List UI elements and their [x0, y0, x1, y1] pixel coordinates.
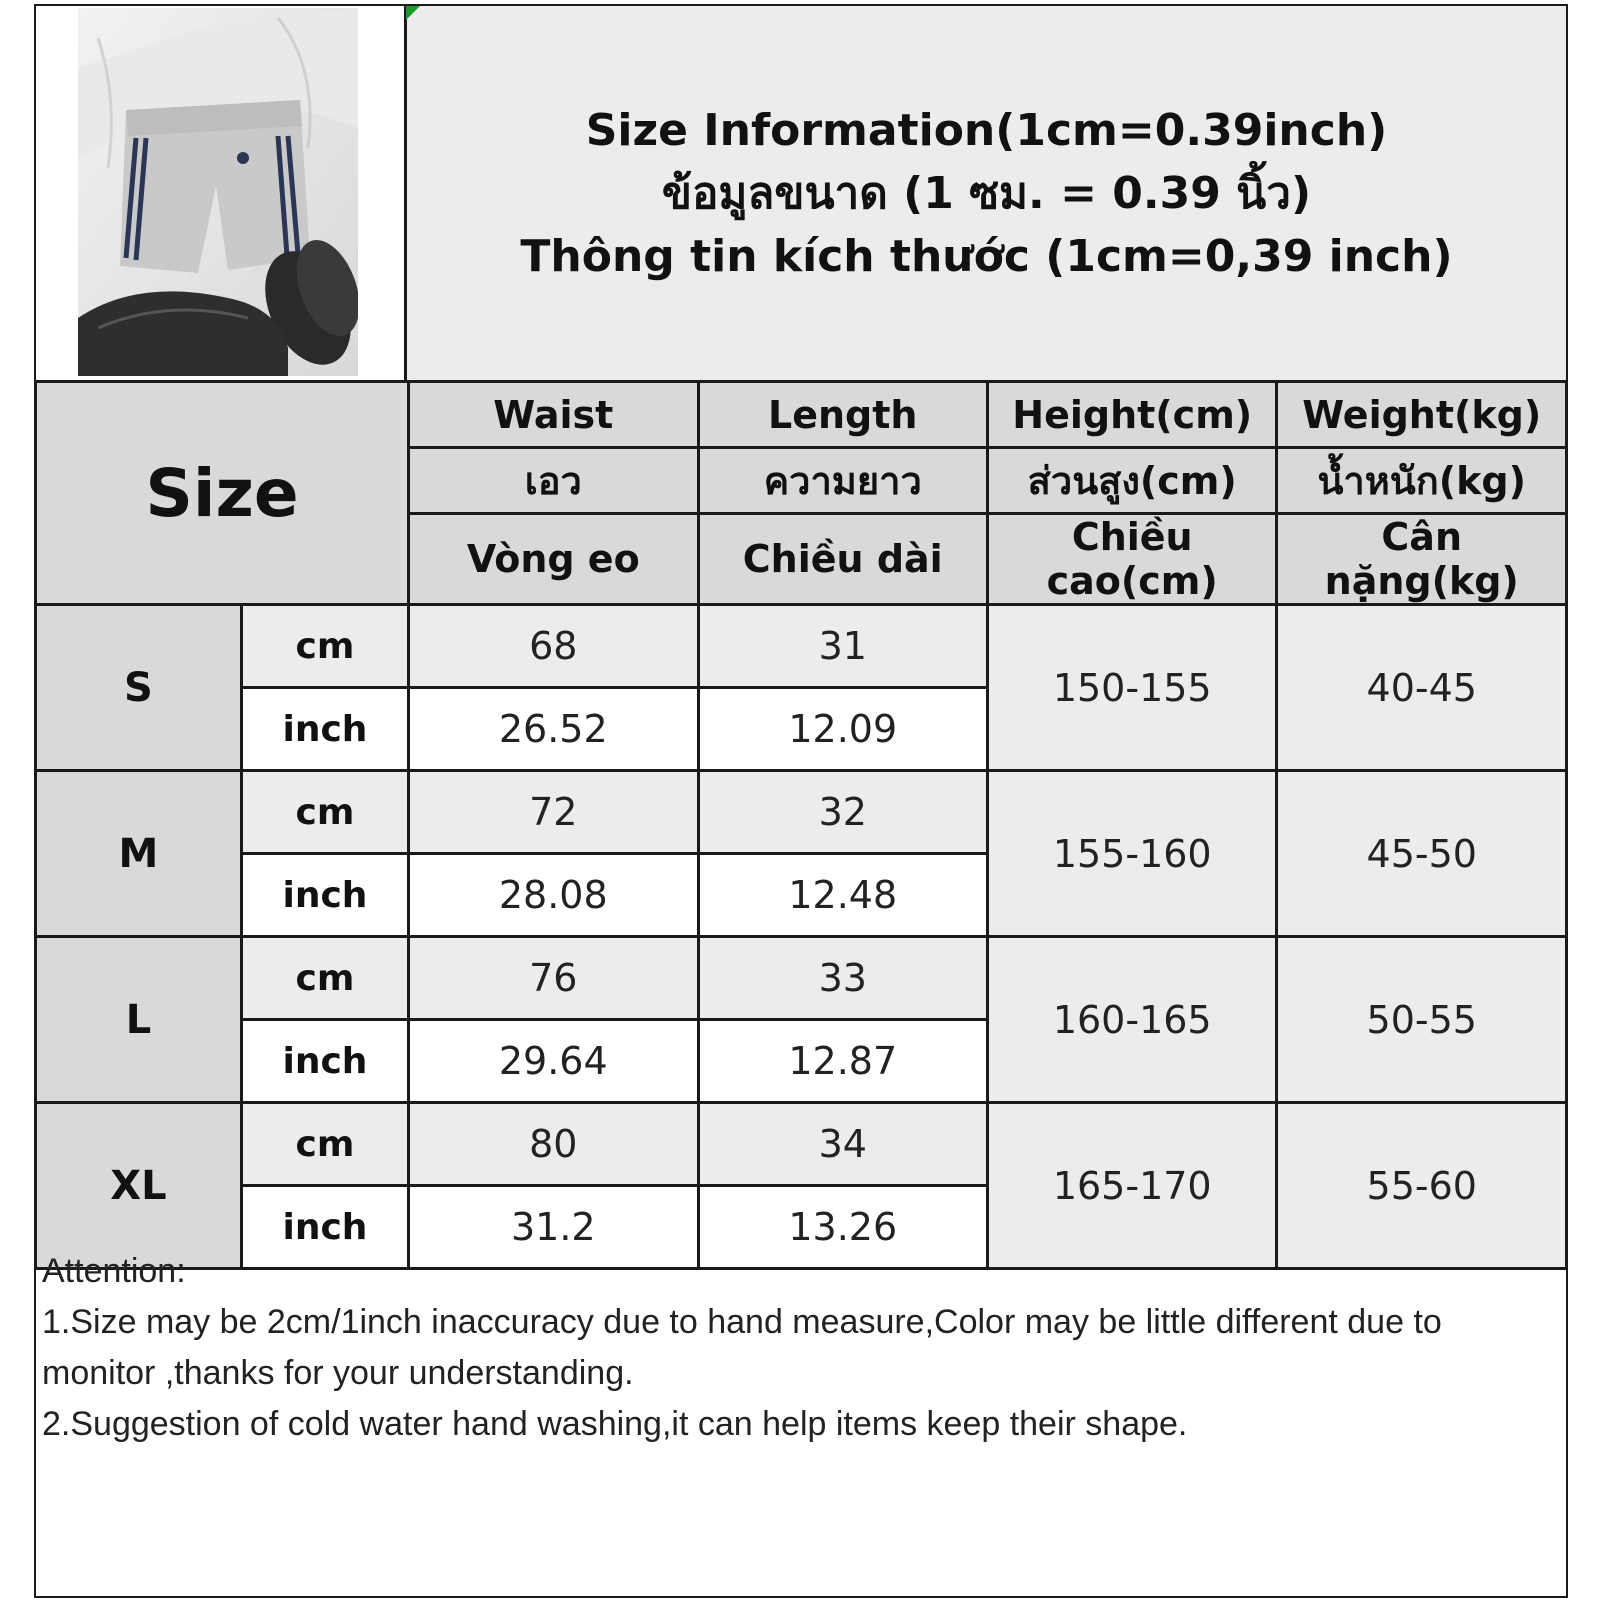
- column-header-weight-thai: น้ำหนัก(kg): [1277, 448, 1567, 514]
- height-range: 155-160: [987, 771, 1276, 937]
- header-row: [36, 6, 1566, 383]
- product-photo: [78, 8, 358, 376]
- header-row-english: [36, 382, 1567, 448]
- unit-cm: cm: [241, 605, 408, 688]
- height-range: 160-165: [987, 937, 1276, 1103]
- size-label-s: S: [36, 605, 242, 771]
- size-chart: [34, 4, 1568, 1598]
- height-range: 165-170: [987, 1103, 1276, 1269]
- column-header-length-thai: ความยาว: [698, 448, 987, 514]
- product-photo-cell: [36, 6, 407, 380]
- waist-cm: 76: [409, 937, 698, 1020]
- column-header-length: Length: [698, 382, 987, 448]
- column-header-waist-thai: เอว: [409, 448, 698, 514]
- unit-cm: cm: [241, 1103, 408, 1186]
- cell-marker-icon: [406, 6, 420, 20]
- title-english: Size Information(1cm=0.39inch): [585, 104, 1388, 156]
- unit-inch: inch: [241, 688, 408, 771]
- column-header-height-vi: Chiều cao(cm): [987, 514, 1276, 605]
- unit-cm: cm: [241, 771, 408, 854]
- length-cm: 33: [698, 937, 987, 1020]
- size-label-l: L: [36, 937, 242, 1103]
- attention-note-1: 1.Size may be 2cm/1inch inaccuracy due to hand measure,Color may be little different due to monitor ,thanks for your understanding.: [42, 1303, 1442, 1392]
- waist-cm: 68: [409, 605, 698, 688]
- waist-inch: 26.52: [409, 688, 698, 771]
- column-header-weight: Weight(kg): [1277, 382, 1567, 448]
- waist-cm: 80: [409, 1103, 698, 1186]
- weight-range: 55-60: [1277, 1103, 1567, 1269]
- length-inch: 13.26: [698, 1186, 987, 1269]
- unit-inch: inch: [241, 1020, 408, 1103]
- column-header-length-vi: Chiều dài: [698, 514, 987, 605]
- column-header-height: Height(cm): [987, 382, 1276, 448]
- size-header: Size: [36, 382, 409, 605]
- title-cell: [407, 6, 1566, 380]
- weight-range: 50-55: [1277, 937, 1567, 1103]
- title-vietnamese: Thông tin kích thước (1cm=0,39 inch): [520, 230, 1453, 282]
- column-header-waist: Waist: [409, 382, 698, 448]
- attention-note-2: 2.Suggestion of cold water hand washing,it can help items keep their shape.: [42, 1405, 1188, 1443]
- unit-inch: inch: [241, 854, 408, 937]
- length-cm: 34: [698, 1103, 987, 1186]
- attention-heading: Attention:: [42, 1252, 186, 1290]
- length-cm: 31: [698, 605, 987, 688]
- unit-inch: inch: [241, 1186, 408, 1269]
- length-inch: 12.09: [698, 688, 987, 771]
- table-row: [36, 1103, 1567, 1186]
- waist-inch: 28.08: [409, 854, 698, 937]
- waist-inch: 29.64: [409, 1020, 698, 1103]
- column-header-waist-vi: Vòng eo: [409, 514, 698, 605]
- size-label-m: M: [36, 771, 242, 937]
- table-row: [36, 605, 1567, 688]
- attention-notes: [42, 1246, 1562, 1450]
- waist-inch: 31.2: [409, 1186, 698, 1269]
- table-row: [36, 937, 1567, 1020]
- column-header-weight-vi: Cân nặng(kg): [1277, 514, 1567, 605]
- waist-cm: 72: [409, 771, 698, 854]
- length-inch: 12.48: [698, 854, 987, 937]
- column-header-height-thai: ส่วนสูง(cm): [987, 448, 1276, 514]
- length-cm: 32: [698, 771, 987, 854]
- height-range: 150-155: [987, 605, 1276, 771]
- size-table: [34, 380, 1568, 1270]
- title-thai: ข้อมูลขนาด (1 ซม. = 0.39 นิ้ว): [661, 167, 1312, 219]
- table-row: [36, 771, 1567, 854]
- weight-range: 45-50: [1277, 771, 1567, 937]
- size-label-xl: XL: [36, 1103, 242, 1269]
- unit-cm: cm: [241, 937, 408, 1020]
- length-inch: 12.87: [698, 1020, 987, 1103]
- weight-range: 40-45: [1277, 605, 1567, 771]
